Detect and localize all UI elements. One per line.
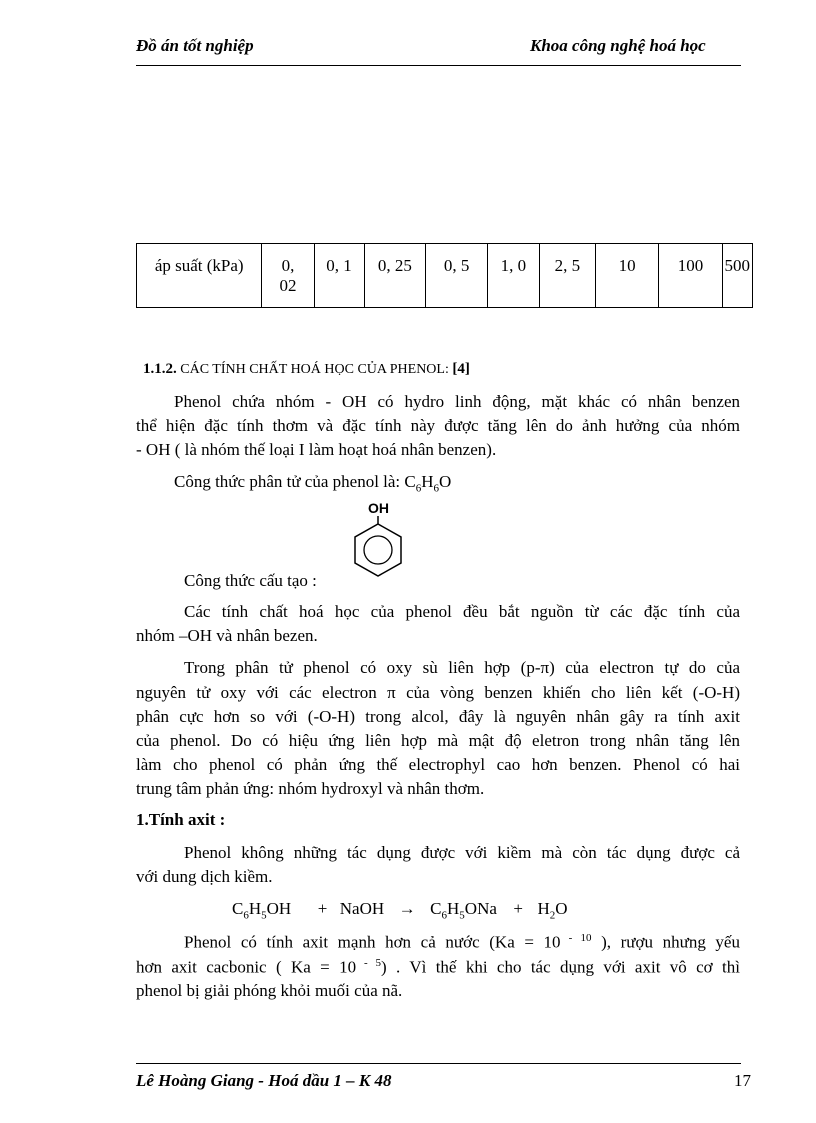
para5-line: Phenol có tính axit mạnh hơn cả nước (Ka = 10 $^{- 10}$ ), rượu nhưng yếu — [184, 932, 740, 952]
table-cell: 10 — [595, 244, 659, 308]
para2-line: nhóm –OH và nhân bezen. — [136, 626, 318, 645]
para2-line: Các tính chất hoá học của phenol đều bắt nguồn từ các đặc tính của — [184, 602, 740, 621]
molecular-formula-line — [174, 472, 451, 494]
para1-line: - OH ( là nhóm thế loại I làm hoạt hoá nhân benzen). — [136, 440, 497, 459]
reaction-arrow: → — [398, 899, 416, 918]
oh-label: OH — [368, 500, 389, 516]
footer-author: Lê Hoàng Giang - Hoá dầu 1 – K 48 — [136, 1071, 392, 1090]
structure-label: Công thức cấu tạo : — [184, 571, 317, 590]
para3-line: phân cực hơn so với (-O-H) trong alcol, đây là nguyên nhân gây ra tính axit — [136, 707, 740, 726]
para3-line: Trong phân tử phenol có oxy sù liên hợp (p-π) của electron tự do của — [184, 658, 740, 677]
reactant-naoh: NaOH — [339, 899, 385, 918]
table-cell: 0, 5 — [426, 244, 488, 308]
para1-line: Phenol chứa nhóm - OH có hydro linh động, mặt khác có nhân benzen — [174, 392, 740, 411]
section-number: 1.1.2. — [143, 361, 177, 377]
subheading: 1.Tính axit : — [136, 810, 226, 829]
header-left: Đồ án tốt nghiệp — [136, 36, 254, 55]
para4-line: Phenol không những tác dụng được với kiềm mà còn tác dụng được cả — [184, 843, 740, 862]
table-cell: 0, 1 — [314, 244, 364, 308]
section-ref: [4] — [452, 361, 470, 377]
pressure-table — [136, 243, 753, 308]
product-water: $H_2O$ — [537, 899, 568, 922]
table-row — [137, 244, 753, 308]
para3-line: làm cho phenol có phản ứng thế electrophyl cao hơn benzen. Phenol có hai — [136, 755, 740, 774]
plus-sign: + — [513, 899, 523, 918]
para4-line: với dung dịch kiềm. — [136, 867, 273, 886]
table-cell-value-line2: 02 — [279, 276, 297, 295]
para5-line: hơn axit cacbonic ( Ka = 10 $^{- 5}$) . Vì thế khi cho tác dụng với axit vô cơ thì — [136, 957, 740, 977]
table-cell-label: áp suất (kPa) — [137, 244, 262, 308]
header-right: Khoa công nghệ hoá học — [530, 36, 706, 55]
section-heading — [143, 361, 470, 378]
reactant-phenol: $C_6H_5OH$ — [232, 899, 292, 922]
table-cell: 100 — [659, 244, 722, 308]
table-cell: 500 — [722, 244, 753, 308]
reaction-equation — [232, 899, 568, 921]
table-cell: 0, 25 — [364, 244, 426, 308]
footer-rule — [136, 1063, 741, 1064]
phenol-structure-diagram — [343, 515, 413, 581]
formula-label: Công thức phân tử của phenol là: — [174, 472, 401, 491]
table-cell-value-line1: 0, — [281, 256, 295, 275]
para1-line: thể hiện đặc tính thơm và đặc tính này được tăng lên do ảnh hưởng của nhóm — [136, 416, 740, 435]
product-sodium-phenolate: $C_6H_5ONa$ — [430, 899, 497, 922]
plus-sign: + — [317, 899, 328, 918]
para3-line: nguyên tử oxy với các electron π của vòng benzen khiến cho liên kết (-O-H) — [136, 683, 740, 702]
section-title: CÁC TÍNH CHẤT HOÁ HỌC CỦA PHENOL: — [180, 362, 449, 377]
molecular-formula: $C_6H_6O$ — [404, 472, 452, 495]
table-cell — [262, 244, 314, 308]
para3-line: trung tâm phản ứng: nhóm hydroxyl và nhân thơm. — [136, 779, 485, 798]
para3-line: của phenol. Do có hiệu ứng liên hợp mà mật độ eletron trong nhân tăng lên — [136, 731, 740, 750]
table-cell: 2, 5 — [539, 244, 595, 308]
para5-line: phenol bị giải phóng khỏi muối của nã. — [136, 981, 403, 1000]
table-cell: 1, 0 — [487, 244, 539, 308]
header-rule — [136, 65, 741, 66]
page-number: 17 — [734, 1071, 751, 1090]
